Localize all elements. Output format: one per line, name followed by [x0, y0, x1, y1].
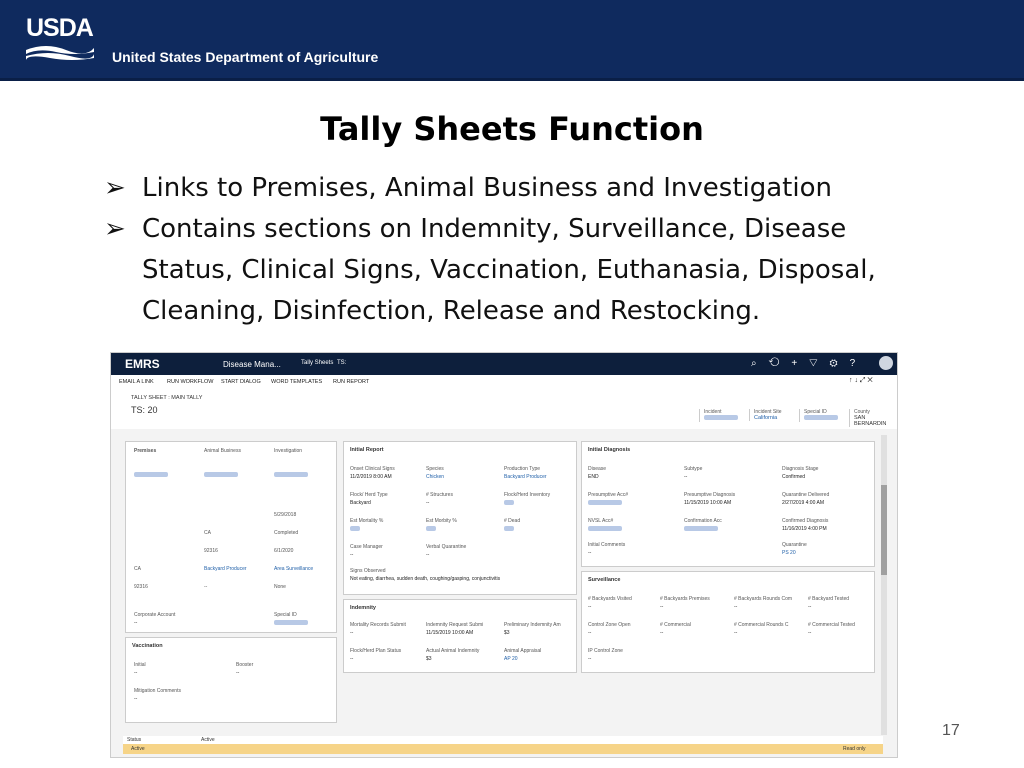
premises-value: Completed [274, 530, 299, 536]
word-templates-button[interactable]: WORD TEMPLATES [271, 379, 323, 385]
read-only-label: Read only [843, 746, 866, 752]
vaccination-panel: Vaccination Initial -- Booster -- Mitigation Comments -- [125, 637, 337, 723]
initial-diagnosis-panel: Initial Diagnosis Disease END Subtype -- Diagnosis Stage Confirmed Presumptive Acc# Presumptive Diagnosis 11/15/2019 10:00 AM Quarantine Delivered 2/27/2019 4:00 AM NVSL Acc# Confirmation Acc Confirmed Diagnosis 11/16/2019 4:00 PM Initial Comments -- Quarantine PS 20 [581, 441, 875, 567]
indemnity-panel: Indemnity Mortality Records Submit -- Indemnity Request Submi 11/15/2019 10:00 AM Preliminary Indemnity Am $3 Flock/Herd Plan Status -- Actual Animal Indemnity $3 Animal Appraisal AP 20 [343, 599, 577, 673]
slide-title: Tally Sheets Function [320, 110, 704, 148]
header-field-special-id: Special ID [799, 409, 838, 422]
app-selector[interactable]: Disease Mana... [223, 360, 281, 369]
premises-panel [125, 441, 337, 633]
tab-investigation[interactable]: Investigation [274, 448, 303, 454]
record-name: TS: 20 [131, 405, 158, 415]
active-status-bar [123, 744, 883, 754]
bullet-text: Contains sections on Indemnity, Surveillance, Disease Status, Clinical Signs, Vaccination, Euthanasia, Disposal, Cleaning, Disinfection, Release and Restocking. [142, 214, 876, 326]
scrollbar[interactable] [881, 435, 887, 735]
nav-icons[interactable]: ⌕⟲+▽⚙? [751, 358, 868, 369]
tab-animal-business[interactable]: Animal Business [204, 448, 241, 454]
usda-wave-icon [26, 44, 94, 62]
status-badge: Active [131, 746, 145, 752]
premises-value: 92316 [204, 548, 218, 554]
arrow-bullet-icon: ➢ [104, 214, 126, 244]
form-name: TALLY SHEET : MAIN TALLY [131, 395, 203, 401]
department-name: United States Department of Agriculture [112, 49, 379, 65]
initial-report-title: Initial Report [350, 447, 384, 453]
arrow-bullet-icon: ➢ [104, 173, 126, 203]
vaccination-title: Vaccination [132, 643, 163, 649]
bullet-text: Links to Premises, Animal Business and Investigation [142, 173, 832, 203]
breadcrumb-record[interactable]: TS: [337, 360, 347, 366]
emrs-nav-bar [111, 353, 897, 375]
indemnity-title: Indemnity [350, 605, 376, 611]
start-dialog-button[interactable]: START DIALOG [221, 379, 261, 385]
surveillance-panel: Surveillance # Backyards Visited -- # Backyards Premises -- # Backyards Rounds Com -- # Backyard Tested -- Control Zone Open -- # Commercial -- # Commercial Rounds C -- # Commercial Tested -- IP Control Zone -- [581, 571, 875, 673]
premises-value: CA [134, 566, 141, 572]
bullet-item [104, 209, 924, 332]
run-report-button[interactable]: RUN REPORT [333, 379, 370, 385]
corporate-account: Corporate Account -- [134, 612, 176, 626]
header-field-incident-site: Incident Site California [749, 409, 782, 421]
status-value[interactable]: Active [201, 737, 215, 743]
header-field-incident: Incident [699, 409, 738, 422]
premises-value: 92316 [134, 584, 148, 590]
form-header [111, 389, 897, 429]
bullet-item [104, 168, 924, 209]
tab-premises[interactable]: Premises [134, 448, 157, 454]
run-workflow-button[interactable]: RUN WORKFLOW [167, 379, 214, 385]
premises-value: 6/1/2020 [274, 548, 294, 554]
premises-value: None [274, 584, 286, 590]
surveillance-title: Surveillance [588, 577, 621, 583]
emrs-logo: EMRS [125, 357, 160, 371]
scrollbar-thumb[interactable] [881, 485, 887, 575]
avatar[interactable] [879, 356, 893, 370]
premises-value: 5/29/2018 [274, 512, 297, 518]
record-nav-icons[interactable]: ↑ ↓ ⤢ ✕ [849, 377, 873, 384]
premises-value[interactable]: Backyard Producer [204, 566, 247, 572]
premises-value: CA [204, 530, 211, 536]
header-field-county: County SAN BERNARDIN [849, 409, 897, 427]
status-row: Status Active [123, 736, 883, 744]
premises-value: -- [204, 584, 208, 590]
command-bar [111, 375, 897, 390]
emrs-screenshot [110, 352, 898, 758]
usda-header-bar [0, 0, 1024, 81]
usda-logo [26, 14, 96, 62]
initial-report-panel: Initial Report Onset Clinical Signs 11/2/2019 8:00 AM Species Chicken Production Type Backyard Producer Flock/ Herd Type Backyard # Structures -- Flock/Herd Inventory Est Mortality % Est Morbity % # Dead Case Manager -- Verbal Quarantine -- Signs Observed Not eating, diarrhea, sudden death, coughing/gasping, conjunctivitis [343, 441, 577, 595]
email-link-button[interactable]: EMAIL A LINK [119, 379, 154, 385]
signs-observed: Signs Observed Not eating, diarrhea, sudden death, coughing/gasping, conjunctivitis [350, 568, 501, 582]
bullet-list [104, 168, 924, 332]
special-id: Special ID [274, 612, 308, 627]
page-number: 17 [942, 722, 960, 739]
usda-logo-text: USDA [26, 14, 93, 42]
initial-diagnosis-title: Initial Diagnosis [588, 447, 631, 453]
breadcrumb-tally-sheets[interactable]: Tally Sheets [301, 360, 334, 366]
premises-value[interactable]: Area Surveillance [274, 566, 314, 572]
